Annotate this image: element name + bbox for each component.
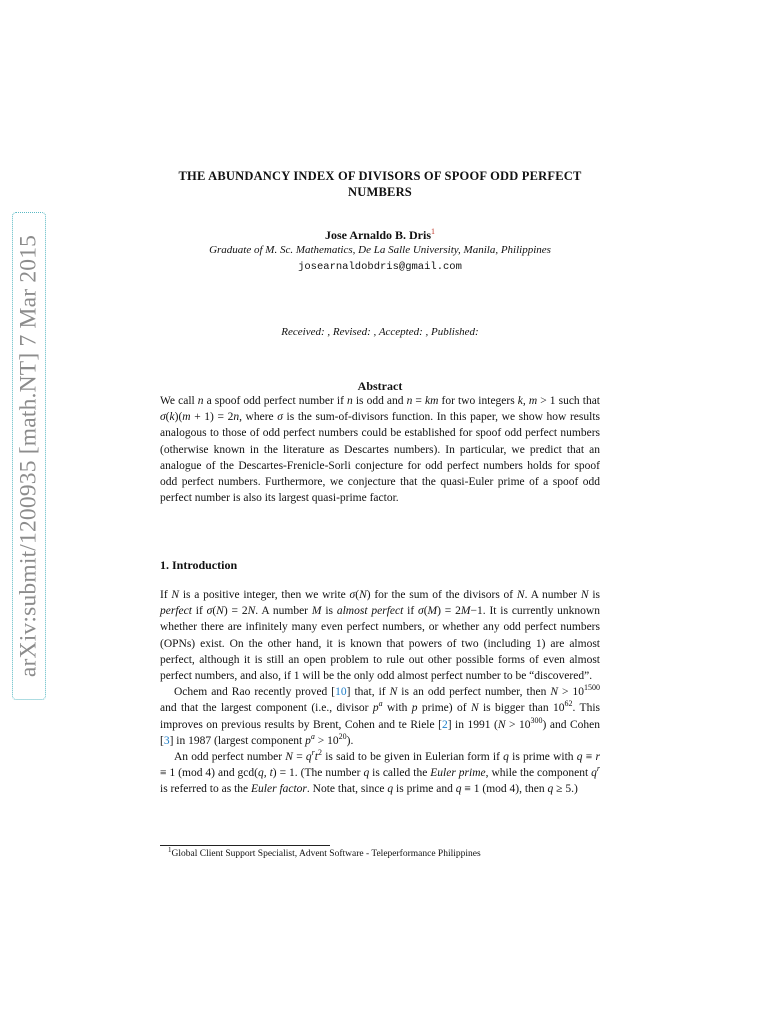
author-affiliation: Graduate of M. Sc. Mathematics, De La Salle University, Manila, Philippines: [209, 244, 551, 256]
arxiv-watermark-text: arXiv:submit/1200935 [math.NT] 7 Mar 2015: [15, 234, 42, 678]
footnote: [168, 845, 608, 860]
publication-dates: Received: , Revised: , Accepted: , Published:: [281, 326, 479, 338]
abstract-heading: Abstract: [357, 379, 403, 393]
citation-link[interactable]: 10: [335, 686, 347, 699]
author-line: [160, 228, 600, 243]
abstract-text: We call n a spoof odd perfect number if n is odd and n = km for two integers k, m > 1 such that σ(k)(m + 1) = 2n, where σ is the sum-of-divisors function. In this paper, we show how results analogous to those of odd perfect numbers could be established for spoof odd perfect numbers (otherwise known in the literature as Descartes numbers). In particular, we predict that an analogue of the Descartes-Frenicle-Sorli conjecture for odd perfect numbers holds for spoof odd perfect numbers. Furthermore, we conjecture that the quasi-Euler prime of a spoof odd perfect number is also its largest quasi-prime factor.: [160, 395, 600, 505]
paper-title: THE ABUNDANCY INDEX OF DIVISORS OF SPOOF ODD PERFECT NUMBERS: [178, 169, 582, 199]
footnote-rule: [160, 845, 330, 846]
paragraph-1: If N is a positive integer, then we write σ(N) for the sum of the divisors of N. A number N is perfect if σ(N) = 2N. A number M is almost perfect if σ(M) = 2M−1. It is currently unknown whether there are infinitely many even perfect numbers, or whether any odd perfect numbers (OPNs) exist. On the other hand, it is known that powers of two (including 1) are almost perfect, although it is still an open problem to rule out other possible forms of even almost perfect numbers, and also, if 1 will be the only odd almost perfect number to be “discovered”.: [160, 589, 601, 683]
introduction-body: [160, 587, 600, 798]
citation-link[interactable]: 3: [163, 734, 170, 747]
author-name: Jose Arnaldo B. Dris: [324, 228, 431, 242]
paragraph-3: An odd perfect number $N = q^rt^2$ is said to be given in Eulerian form if q is prime with q ≡ r ≡ 1 (mod 4) and gcd(q, t) = 1. (The number q is called the Euler prime, while the component $q^r$ is referred to as the Euler factor. Note that, since q is prime and q ≡ 1 (mod 4), then q ≥ 5.): [160, 748, 600, 796]
author-email: josearnaldobdris@gmail.com: [298, 261, 462, 273]
footnote-mark: 1: [168, 845, 172, 854]
footnote-text: Global Client Support Specialist, Advent Software - Teleperformance Philippines: [171, 849, 481, 859]
arxiv-watermark: [12, 212, 46, 700]
author-footnote-link[interactable]: 1: [431, 227, 435, 236]
paragraph-2: Ochem and Rao recently proved [10] that, if N is an odd perfect number, then $N > 10^{1500}$ and that the largest component (i.e., divisor $p^a$ with p prime) of N is bigger than $10^{62}$. This improves on previous results by Brent, Cohen and te Riele [2] in 1991 $(N > 10^{300})$ and Cohen [3] in 1987 (largest component $p^a > 10^{20}$).: [160, 683, 600, 747]
citation-link[interactable]: 2: [441, 718, 448, 731]
section-heading-introduction: 1. Introduction: [160, 558, 238, 572]
